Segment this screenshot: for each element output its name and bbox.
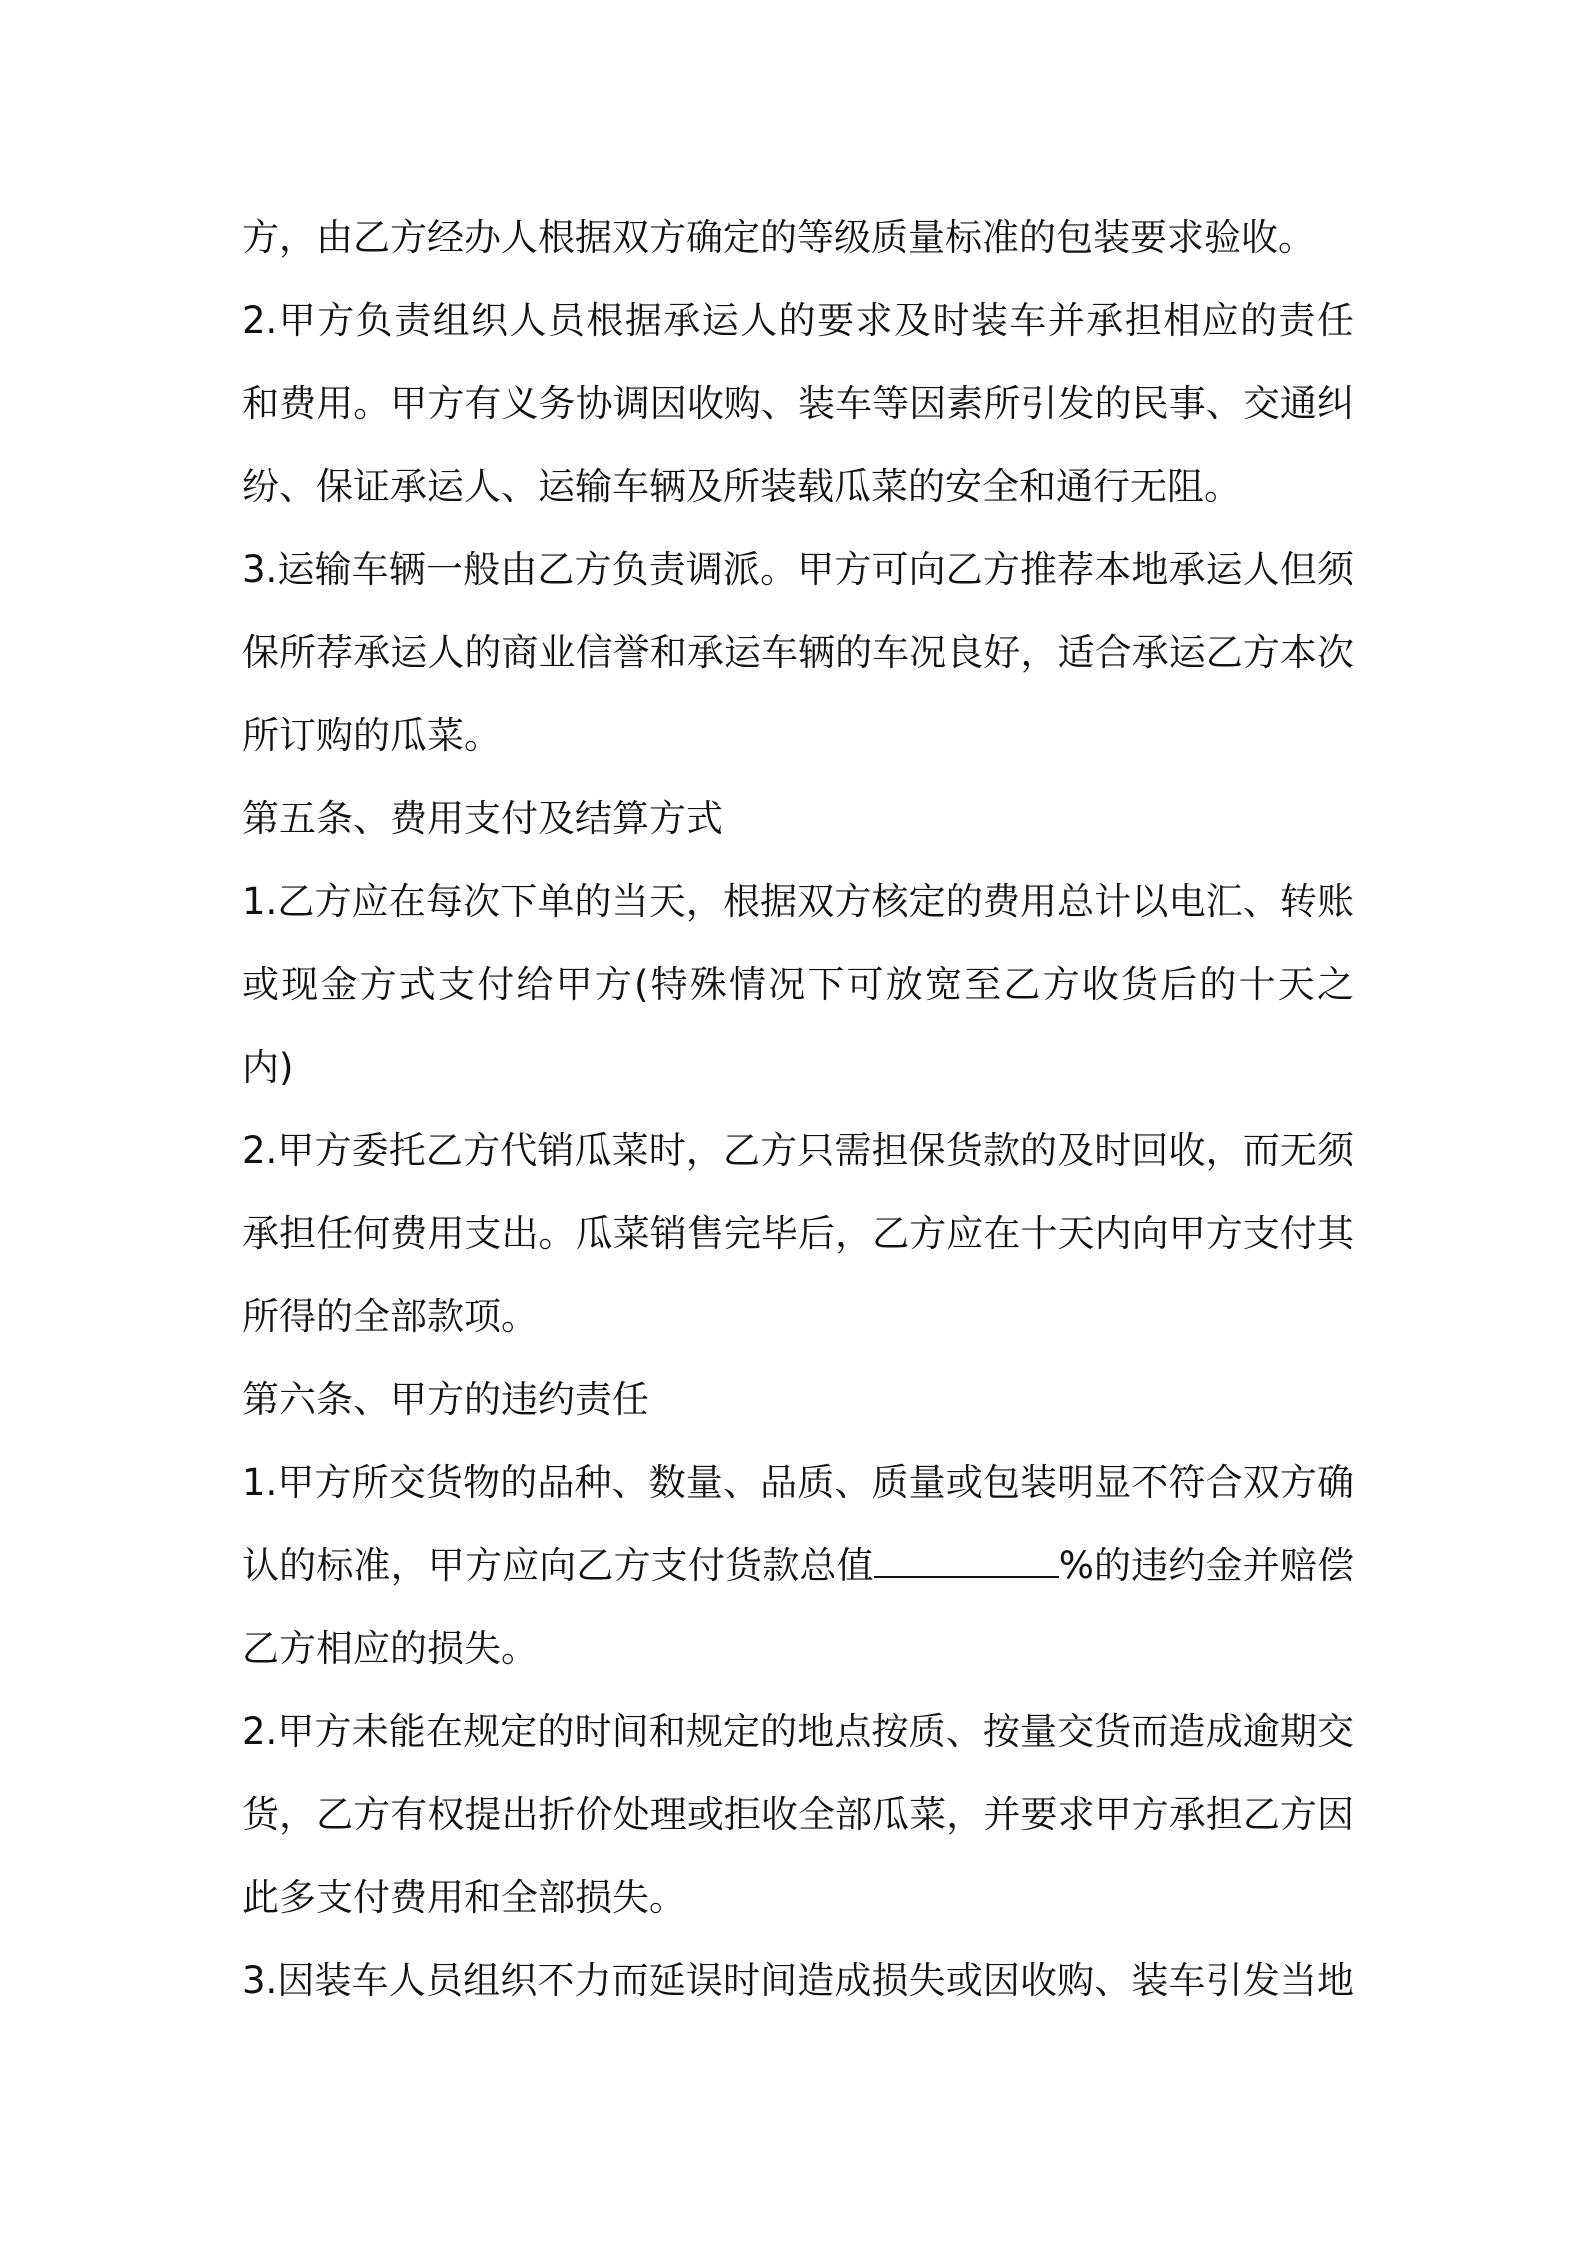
text-line: 2.甲方负责组织人员根据承运人的要求及时装车并承担相应的责任 (242, 299, 1354, 342)
text-line: 所得的全部款项。 (242, 1295, 538, 1338)
text-line: 乙方相应的损失。 (242, 1627, 538, 1670)
paragraph-clause-6-3 (242, 1939, 1354, 2022)
heading-text: 第五条、费用支付及结算方式 (242, 797, 723, 840)
fill-in-blank (874, 1546, 1059, 1578)
text-line: 内) (242, 1046, 294, 1089)
section-heading-article-5 (242, 777, 1354, 860)
text-line: 纷、保证承运人、运输车辆及所装载瓜菜的安全和通行无阻。 (242, 465, 1241, 508)
paragraph-clause-4-2 (242, 279, 1354, 528)
text-line: 所订购的瓜菜。 (242, 714, 501, 757)
text-line: 或现金方式支付给甲方(特殊情况下可放宽至乙方收货后的十天之 (242, 963, 1354, 1006)
text-line: 2.甲方未能在规定的时间和规定的地点按质、按量交货而造成逾期交 (242, 1710, 1354, 1753)
heading-text: 第六条、甲方的违约责任 (242, 1378, 649, 1421)
text-line: 1.甲方所交货物的品种、数量、品质、质量或包装明显不符合双方确 (242, 1461, 1354, 1504)
paragraph-clause-6-2 (242, 1690, 1354, 1939)
text-line: 2.甲方委托乙方代销瓜菜时，乙方只需担保货款的及时回收，而无须 (242, 1129, 1354, 1172)
paragraph-clause-4-3 (242, 528, 1354, 777)
paragraph-clause-6-1 (242, 1441, 1354, 1690)
paragraph-acceptance-continued (242, 196, 1354, 279)
text-line: 和费用。甲方有义务协调因收购、装车等因素所引发的民事、交通纠 (242, 382, 1354, 425)
text-line-with-blank (242, 1524, 1354, 1607)
text-segment: 认的标准，甲方应向乙方支付货款总值 (242, 1544, 874, 1587)
document-page (242, 196, 1354, 2022)
text-line: 3.运输车辆一般由乙方负责调派。甲方可向乙方推荐本地承运人但须 (242, 548, 1354, 591)
text-line: 货，乙方有权提出折价处理或拒收全部瓜菜，并要求甲方承担乙方因 (242, 1793, 1354, 1836)
paragraph-clause-5-2 (242, 1109, 1354, 1358)
paragraph-clause-5-1 (242, 860, 1354, 1109)
text-line: 3.因装车人员组织不力而延误时间造成损失或因收购、装车引发当地 (242, 1959, 1354, 2002)
text-line: 此多支付费用和全部损失。 (242, 1876, 686, 1919)
text-line: 1.乙方应在每次下单的当天，根据双方核定的费用总计以电汇、转账 (242, 880, 1354, 923)
text-line: 保所荐承运人的商业信誉和承运车辆的车况良好，适合承运乙方本次 (242, 631, 1354, 674)
text-line: 方，由乙方经办人根据双方确定的等级质量标准的包装要求验收。 (242, 216, 1315, 259)
section-heading-article-6 (242, 1358, 1354, 1441)
text-segment: %的违约金并赔偿 (1058, 1544, 1354, 1587)
text-line: 承担任何费用支出。瓜菜销售完毕后，乙方应在十天内向甲方支付其 (242, 1212, 1354, 1255)
